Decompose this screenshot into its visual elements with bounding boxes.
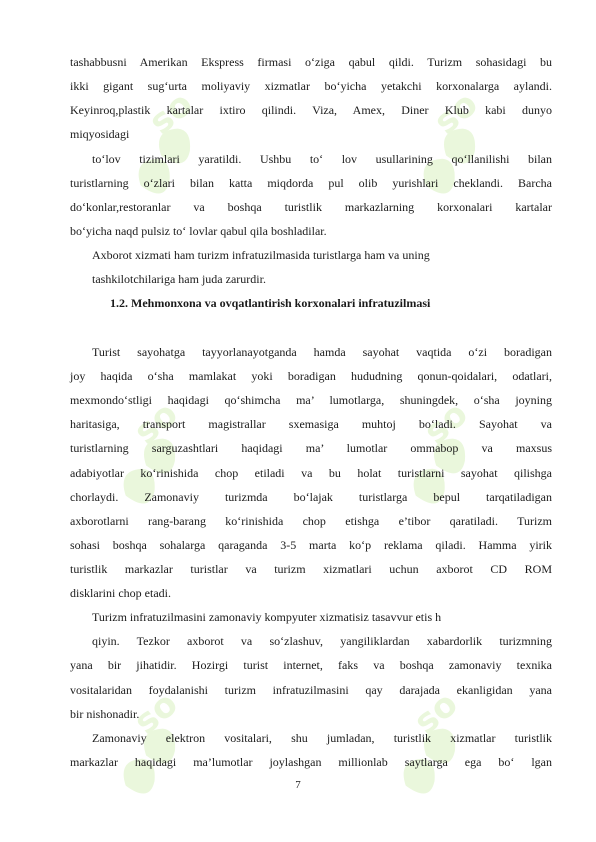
body-text-line: Zamonaviy elektron vositalari, shu jumladan, turistlik xizmatlar turistlik (92, 731, 552, 745)
svg-text:so: so (416, 393, 476, 453)
body-text-line: sohasi boshqa sohalarga qaraganda 3-5 marta ko‘p reklama qiladi. Hamma yirik (70, 538, 552, 552)
body-text-line: Axborot xizmati ham turizm infratuzilmasida turistlarga ham va uning (92, 248, 430, 262)
body-text-line: mexmondo‘stligi haqidagi qo‘shimcha ma’ lumotlarga, shuningdek, o‘sha joyning (70, 393, 552, 407)
svg-text:so: so (426, 83, 486, 143)
svg-text:so: so (406, 683, 466, 743)
body-text-line: tashkilotchilariga ham juda zarurdir. (92, 272, 266, 286)
body-text-line: miqyosidagi (70, 127, 130, 141)
body-text-line: Keyinroq,plastik kartalar ixtiro qilindi. Viza, Amex, Diner Klub kabi dunyo (70, 103, 552, 117)
body-text-line: do‘konlar,restoranlar va boshqa turistlik markazlarning korxonalari kartalar (70, 200, 552, 214)
body-text-line: turistlarning sarguzashtlari haqidagi ma’ lumotlar ommabop va maxsus (70, 441, 552, 455)
body-text-line: Turist sayohatga tayyorlanayotganda hamda sayohat vaqtida o‘zi boradigan (92, 345, 552, 359)
body-text-line: joy haqida o‘sha mamlakat yoki boradigan hududning qonun-qoidalari, odatlari, (70, 369, 552, 383)
body-text-line: haritasiga, transport magistrallar sxemasiga muhtoj bo‘ladi. Sayohat va (70, 417, 552, 431)
body-text-line: turistlarning o‘zlari bilan katta miqdorda pul olib yurishlari cheklandi. Barcha (70, 176, 552, 190)
body-text-line: disklarini chop etadi. (70, 586, 171, 600)
body-text-line: bo‘yicha naqd pulsiz to‘ lovlar qabul qila boshladilar. (70, 224, 327, 238)
body-text-line: ikki gigant sug‘urta moliyaviy xizmatlar bo‘yicha yetakchi korxonalarga aylandi. (70, 79, 552, 93)
body-text-line: to‘lov tizimlari yaratildi. Ushbu to‘ lov usullarining qo‘llanilishi bilan (92, 152, 552, 166)
svg-text:so: so (141, 83, 201, 143)
body-text-line: Turizm infratuzilmasini zamonaviy kompyuter xizmatisiz tasavvur etis h (92, 610, 442, 624)
page-number: 7 (295, 779, 301, 791)
body-text-line: qiyin. Tezkor axborot va so‘zlashuv, yangiliklardan xabardorlik turizmning (92, 634, 552, 648)
body-text-line: turistlik markazlar turistlar va turizm xizmatlari uchun axborot CD ROM (70, 562, 552, 576)
svg-text:so: so (126, 393, 186, 453)
svg-text:so: so (126, 683, 186, 743)
section-heading: 1.2. Mehmonxona va ovqatlantirish korxonalari infratuzilmasi (110, 296, 431, 310)
body-text-line: chorlaydi. Zamonaviy turizmda bo‘lajak turistlarga bepul tarqatiladigan (70, 490, 552, 504)
body-text-line: tashabbusni Amerikan Ekspress firmasi o‘ziga qabul qildi. Turizm sohasidagi bu (70, 55, 552, 69)
body-text-line: axborotlarni rang-barang ko‘rinishida chop etishga e’tibor qaratiladi. Turizm (70, 514, 552, 528)
body-text-line: markazlar haqidagi ma’lumotlar joylashgan millionlab saytlarga ega bo‘ lgan (70, 755, 552, 769)
body-text-line: adabiyotlar ko‘rinishida chop etiladi va bu holat turistlarni sayohat qilishga (70, 466, 552, 480)
body-text-line: vositalaridan foydalanishi turizm infratuzilmasini qay darajada ekanligidan yana (70, 683, 552, 697)
body-text-line: bir nishonadir. (70, 707, 140, 721)
body-text-line: yana bir jihatidir. Hozirgi turist internet, faks va boshqa zamonaviy texnika (70, 658, 552, 672)
